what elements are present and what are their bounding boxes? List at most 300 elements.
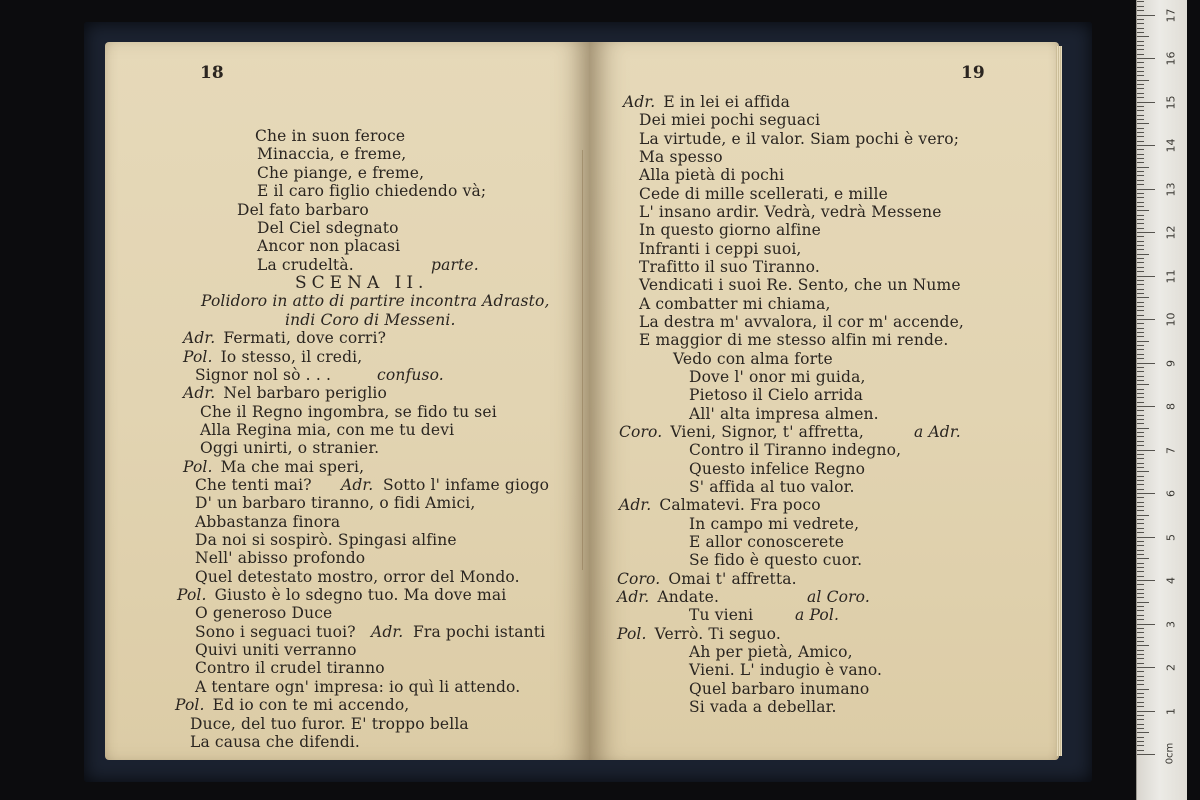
line-text: Cede di mille scellerati, e mille — [639, 185, 888, 203]
line-text: Alla pietà di pochi — [639, 166, 785, 184]
ruler-tick — [1137, 493, 1155, 494]
ruler-tick — [1137, 262, 1144, 263]
ruler-tick — [1137, 641, 1144, 642]
ruler-tick — [1137, 267, 1144, 268]
ruler-tick — [1137, 84, 1144, 85]
ruler-tick — [1137, 667, 1155, 668]
line-text: Del fato barbaro — [237, 201, 369, 219]
text-line — [639, 130, 959, 148]
line-text: Calmatevi. Fra poco — [659, 496, 821, 514]
line-text: Vendicati i suoi Re. Sento, che un Nume — [639, 276, 961, 294]
ruler-tick — [1137, 189, 1155, 190]
line-text: Andate. — [657, 588, 720, 606]
ruler-number: 17 — [1164, 8, 1178, 22]
ruler-tick — [1137, 741, 1144, 742]
ruler-tick — [1137, 450, 1155, 451]
line-text: Sotto l' infame giogo — [383, 476, 550, 494]
ruler-unit: 0cm — [1164, 742, 1176, 765]
ruler-tick — [1137, 180, 1144, 181]
ruler-tick — [1137, 171, 1144, 172]
line-text: La virtude, e il valor. Siam pochi è vero; — [639, 130, 960, 148]
line-text: Che tenti mai? — [195, 476, 312, 494]
line-text: Vedo con alma forte — [673, 350, 833, 368]
ruler-number: 6 — [1164, 490, 1178, 497]
ruler-number: 15 — [1164, 95, 1178, 109]
ruler-number: 8 — [1164, 403, 1178, 410]
ruler-tick — [1137, 463, 1144, 464]
text-line — [285, 311, 456, 329]
line-text: Ma che mai speri, — [220, 458, 365, 476]
ruler-tick — [1137, 637, 1144, 638]
ruler-tick — [1137, 724, 1144, 725]
ruler-tick — [1137, 175, 1144, 176]
ruler-tick — [1137, 471, 1149, 472]
ruler-number: 11 — [1164, 269, 1178, 283]
ruler-tick — [1137, 406, 1155, 407]
ruler-tick — [1137, 436, 1144, 437]
text-line — [689, 386, 863, 404]
ruler-tick — [1137, 141, 1144, 142]
line-text: Che il Regno ingombra, se fido tu sei — [200, 403, 497, 421]
ruler-tick — [1137, 537, 1155, 538]
ruler-tick — [1137, 310, 1144, 311]
line-text: S' affida al tuo valor. — [689, 478, 855, 496]
ruler-tick — [1137, 719, 1144, 720]
ruler-tick — [1137, 389, 1144, 390]
left-page — [105, 42, 589, 760]
text-line — [201, 292, 550, 310]
ruler-tick — [1137, 162, 1144, 163]
ruler-tick — [1137, 19, 1144, 20]
ruler-tick — [1137, 737, 1144, 738]
ruler-tick — [1137, 654, 1144, 655]
ruler-tick — [1137, 363, 1155, 364]
ruler-tick — [1137, 215, 1144, 216]
ruler-tick — [1137, 41, 1144, 42]
line-text: SCENA II. — [295, 273, 429, 293]
line-text: Oggi unirti, o stranier. — [200, 439, 380, 457]
ruler-tick — [1137, 284, 1144, 285]
ruler-tick — [1137, 136, 1144, 137]
ruler-tick — [1137, 28, 1144, 29]
ruler-tick — [1137, 349, 1144, 350]
text-line — [195, 641, 357, 659]
ruler-tick — [1137, 319, 1155, 320]
ruler-tick — [1137, 236, 1144, 237]
ruler-tick — [1137, 154, 1144, 155]
text-line — [639, 240, 802, 258]
ruler-tick — [1137, 132, 1144, 133]
text-line — [257, 256, 354, 274]
line-text: In campo mi vedrete, — [689, 515, 860, 533]
line-text: Quel barbaro inumano — [689, 680, 870, 698]
ruler-tick — [1137, 745, 1144, 746]
line-text: Abbastanza finora — [195, 513, 341, 531]
text-line — [195, 494, 475, 512]
text-line — [689, 661, 882, 679]
ruler-tick — [1137, 297, 1149, 298]
ruler-tick — [1137, 306, 1144, 307]
line-text: Questo infelice Regno — [689, 460, 866, 478]
line-text: La causa che difendi. — [190, 733, 360, 751]
line-text: Dei miei pochi seguaci — [639, 111, 821, 129]
text-line — [639, 185, 888, 203]
line-text: Infranti i ceppi suoi, — [639, 240, 802, 258]
ruler-tick — [1137, 93, 1144, 94]
line-text: La destra m' avvalora, il cor m' accende, — [639, 313, 964, 331]
text-line — [257, 164, 424, 182]
text-line — [237, 201, 369, 219]
ruler-tick — [1137, 254, 1149, 255]
ruler-number: 10 — [1164, 312, 1178, 327]
text-line — [257, 145, 406, 163]
ruler-tick — [1137, 593, 1144, 594]
text-line — [619, 496, 821, 514]
right-page — [589, 42, 1059, 760]
ruler-tick — [1137, 88, 1144, 89]
line-text: Contro il crudel tiranno — [195, 659, 385, 677]
speaker-label: Coro. — [617, 570, 661, 588]
ruler-tick — [1137, 754, 1155, 755]
text-line — [295, 274, 428, 292]
ruler-tick — [1137, 706, 1144, 707]
ruler-tick — [1137, 341, 1149, 342]
line-text: D' un barbaro tiranno, o fidi Amici, — [195, 494, 476, 512]
ruler-tick — [1137, 445, 1144, 446]
line-text: Fermati, dove corri? — [223, 329, 387, 347]
line-text: Ed io con te mi accendo, — [212, 696, 410, 714]
ruler-tick — [1137, 506, 1144, 507]
ruler-tick — [1137, 684, 1144, 685]
line-text: All' alta impresa almen. — [689, 405, 879, 423]
ruler-tick — [1137, 423, 1144, 424]
ruler-tick — [1137, 241, 1144, 242]
text-line — [689, 533, 844, 551]
text-line — [195, 604, 332, 622]
ruler-tick — [1137, 523, 1144, 524]
line-text: Io stesso, il credi, — [220, 348, 363, 366]
text-line — [617, 625, 781, 643]
ruler-tick — [1137, 532, 1144, 533]
speaker-label: Pol. — [183, 348, 213, 366]
ruler-tick — [1137, 663, 1144, 664]
text-line — [200, 421, 454, 439]
ruler-tick — [1137, 554, 1144, 555]
ruler-tick — [1137, 489, 1144, 490]
line-text: O generoso Duce — [195, 604, 333, 622]
measuring-ruler — [1136, 0, 1187, 800]
ruler-tick — [1137, 658, 1144, 659]
text-line — [639, 331, 948, 349]
ruler-tick — [1137, 558, 1149, 559]
line-text: Duce, del tuo furor. E' troppo bella — [190, 715, 469, 733]
ruler-tick — [1137, 376, 1144, 377]
stage-direction: a Pol. — [795, 606, 840, 624]
text-line — [195, 623, 356, 641]
ruler-tick — [1137, 432, 1144, 433]
ruler-tick — [1137, 671, 1144, 672]
ruler-tick — [1137, 615, 1144, 616]
line-text: Che piange, e freme, — [257, 164, 425, 182]
ruler-tick — [1137, 393, 1144, 394]
text-line — [255, 127, 405, 145]
ruler-tick — [1137, 415, 1144, 416]
ruler-tick — [1137, 441, 1144, 442]
ruler-tick — [1137, 580, 1155, 581]
ruler-tick — [1137, 315, 1144, 316]
ruler-tick — [1137, 454, 1144, 455]
ruler-number: 5 — [1164, 533, 1178, 541]
ruler-tick — [1137, 650, 1144, 651]
ruler-tick — [1137, 371, 1144, 372]
ruler-tick — [1137, 550, 1144, 551]
line-text: Trafitto il suo Tiranno. — [639, 258, 820, 276]
text-line — [257, 182, 486, 200]
ruler-tick — [1137, 323, 1144, 324]
text-line — [257, 237, 400, 255]
ruler-number: 7 — [1164, 446, 1178, 454]
ruler-tick — [1137, 302, 1144, 303]
ruler-tick — [1137, 410, 1144, 411]
ruler-tick — [1137, 606, 1144, 607]
text-line — [617, 588, 719, 606]
ruler-tick — [1137, 480, 1144, 481]
text-line — [183, 458, 364, 476]
ruler-tick — [1137, 576, 1144, 577]
speaker-label: Pol. — [183, 458, 213, 476]
line-text: Nell' abisso profondo — [195, 549, 366, 567]
ruler-tick — [1137, 584, 1144, 585]
ruler-tick — [1137, 1, 1144, 2]
ruler-number: 9 — [1164, 359, 1178, 367]
ruler-tick — [1137, 210, 1149, 211]
line-text: Sono i seguaci tuoi? — [195, 623, 356, 641]
ruler-tick — [1137, 149, 1144, 150]
ruler-tick — [1137, 510, 1144, 511]
ruler-tick — [1137, 541, 1144, 542]
ruler-tick — [1137, 689, 1149, 690]
ruler-tick — [1137, 563, 1144, 564]
text-line — [639, 166, 784, 184]
ruler-tick — [1137, 110, 1144, 111]
ruler-tick — [1137, 419, 1144, 420]
ruler-tick — [1137, 23, 1144, 24]
ruler-tick — [1137, 15, 1155, 16]
ruler-tick — [1137, 545, 1144, 546]
line-text: Da noi si sospirò. Spingasi alfine — [195, 531, 457, 549]
text-line — [689, 405, 879, 423]
speaker-label: Adr. — [623, 93, 656, 111]
ruler-tick — [1137, 332, 1144, 333]
text-line — [195, 476, 312, 494]
line-text: In questo giorno alfine — [639, 221, 821, 239]
ruler-tick — [1137, 528, 1144, 529]
ruler-tick — [1137, 184, 1144, 185]
line-text: Del Ciel sdegnato — [257, 219, 399, 237]
ruler-tick — [1137, 610, 1144, 611]
text-line — [195, 678, 520, 696]
ruler-tick — [1137, 58, 1155, 59]
stage-direction: a Adr. — [914, 423, 961, 441]
ruler-tick — [1137, 128, 1144, 129]
text-line — [639, 313, 964, 331]
ruler-tick — [1137, 293, 1144, 294]
line-text: Fra pochi istanti — [413, 623, 546, 641]
speaker-label: Coro. — [619, 423, 663, 441]
text-line — [689, 698, 837, 716]
line-text: Pietoso il Cielo arrida — [689, 386, 864, 404]
ruler-tick — [1137, 6, 1144, 7]
text-line — [183, 384, 387, 402]
line-text: E il caro figlio chiedendo và; — [257, 182, 487, 200]
text-line — [200, 403, 497, 421]
ruler-tick — [1137, 567, 1144, 568]
ruler-number: 1 — [1164, 707, 1178, 715]
ruler-tick — [1137, 119, 1144, 120]
text-line — [190, 733, 360, 751]
line-text: Ah per pietà, Amico, — [689, 643, 853, 661]
ruler-tick — [1137, 384, 1149, 385]
text-line — [195, 366, 331, 384]
ruler-tick — [1137, 62, 1144, 63]
ruler-tick — [1137, 397, 1144, 398]
text-line — [673, 350, 833, 368]
ruler-tick — [1137, 750, 1144, 751]
ruler-tick — [1137, 158, 1144, 159]
speaker-label: Pol. — [617, 625, 647, 643]
ruler-tick — [1137, 632, 1144, 633]
ruler-tick — [1137, 358, 1144, 359]
text-line — [175, 696, 409, 714]
text-line — [639, 148, 723, 166]
line-text: Si vada a debellar. — [689, 698, 837, 716]
ruler-tick — [1137, 328, 1144, 329]
ruler-tick — [1137, 258, 1144, 259]
ruler-tick — [1137, 245, 1144, 246]
line-text: Verrò. Ti seguo. — [654, 625, 781, 643]
gutter-crease — [582, 150, 597, 570]
ruler-tick — [1137, 80, 1149, 81]
ruler-tick — [1137, 645, 1149, 646]
ruler-tick — [1137, 206, 1144, 207]
line-text: Quel detestato mostro, orror del Mondo. — [195, 568, 520, 586]
ruler-tick — [1137, 628, 1144, 629]
ruler-tick — [1137, 602, 1149, 603]
line-text: Polidoro in atto di partire incontra Adrasto, — [201, 292, 550, 310]
ruler-tick — [1137, 115, 1144, 116]
line-text: Quivi uniti verranno — [195, 641, 357, 659]
speaker-label: Adr. — [371, 623, 404, 641]
ruler-tick — [1137, 193, 1144, 194]
ruler-number: 3 — [1164, 620, 1178, 628]
ruler-tick — [1137, 249, 1144, 250]
ruler-tick — [1137, 106, 1144, 107]
ruler-number: 14 — [1164, 138, 1178, 153]
ruler-tick — [1137, 597, 1144, 598]
ruler-tick — [1137, 49, 1144, 50]
speaker-label: Adr. — [619, 496, 652, 514]
ruler-tick — [1137, 502, 1144, 503]
text-line — [195, 549, 365, 567]
ruler-tick — [1137, 697, 1144, 698]
text-line — [639, 258, 820, 276]
ruler-tick — [1137, 228, 1144, 229]
ruler-tick — [1137, 10, 1144, 11]
line-text: A tentare ogn' impresa: io quì li attendo. — [195, 678, 521, 696]
line-text: E maggior di me stesso alfin mi rende. — [639, 331, 949, 349]
stage-direction: confuso. — [377, 366, 444, 384]
ruler-tick — [1137, 680, 1144, 681]
ruler-tick — [1137, 232, 1155, 233]
line-text: Che in suon feroce — [255, 127, 406, 145]
line-text: A combatter mi chiama, — [639, 295, 831, 313]
line-text: Omai t' affretta. — [668, 570, 797, 588]
ruler-tick — [1137, 624, 1155, 625]
ruler-tick — [1137, 380, 1144, 381]
line-text: Vieni. L' indugio è vano. — [689, 661, 883, 679]
text-line — [190, 715, 469, 733]
speaker-label: Adr. — [183, 329, 216, 347]
text-line — [689, 606, 753, 624]
line-text: Contro il Tiranno indegno, — [689, 441, 902, 459]
speaker-label: Adr. — [341, 476, 374, 494]
ruler-tick — [1137, 732, 1149, 733]
ruler-tick — [1137, 428, 1149, 429]
speaker-label: Pol. — [175, 696, 205, 714]
ruler-number: 2 — [1164, 664, 1178, 671]
text-line — [689, 680, 869, 698]
ruler-tick — [1137, 693, 1144, 694]
text-line — [257, 219, 399, 237]
ruler-tick — [1137, 345, 1144, 346]
text-line — [689, 478, 855, 496]
ruler-tick — [1137, 102, 1155, 103]
ruler-number: 4 — [1164, 577, 1178, 584]
ruler-tick — [1137, 497, 1144, 498]
ruler-tick — [1137, 336, 1144, 337]
ruler-tick — [1137, 202, 1144, 203]
text-line — [689, 368, 866, 386]
ruler-tick — [1137, 289, 1144, 290]
ruler-tick — [1137, 75, 1144, 76]
line-text: Signor nol sò . . . — [195, 366, 332, 384]
line-text: E in lei ei affida — [663, 93, 791, 111]
ruler-tick — [1137, 402, 1144, 403]
ruler-tick — [1137, 54, 1144, 55]
ruler-tick — [1137, 515, 1149, 516]
ruler-tick — [1137, 223, 1144, 224]
text-line — [689, 460, 865, 478]
text-line — [200, 439, 379, 457]
line-text: Giusto è lo sdegno tuo. Ma dove mai — [214, 586, 507, 604]
stage-direction: parte. — [431, 256, 479, 274]
ruler-tick — [1137, 276, 1155, 277]
text-line — [689, 643, 853, 661]
speaker-label: Adr. — [183, 384, 216, 402]
ruler-tick — [1137, 123, 1149, 124]
text-line — [195, 513, 340, 531]
text-line — [689, 515, 859, 533]
ruler-tick — [1137, 197, 1144, 198]
line-text: Ancor non placasi — [257, 237, 401, 255]
text-line — [617, 570, 797, 588]
page-edges — [1056, 46, 1062, 756]
ruler-number: 16 — [1164, 51, 1178, 66]
ruler-tick — [1137, 32, 1144, 33]
line-text: La crudeltà. — [257, 256, 354, 274]
text-line — [639, 295, 831, 313]
text-line — [689, 441, 901, 459]
